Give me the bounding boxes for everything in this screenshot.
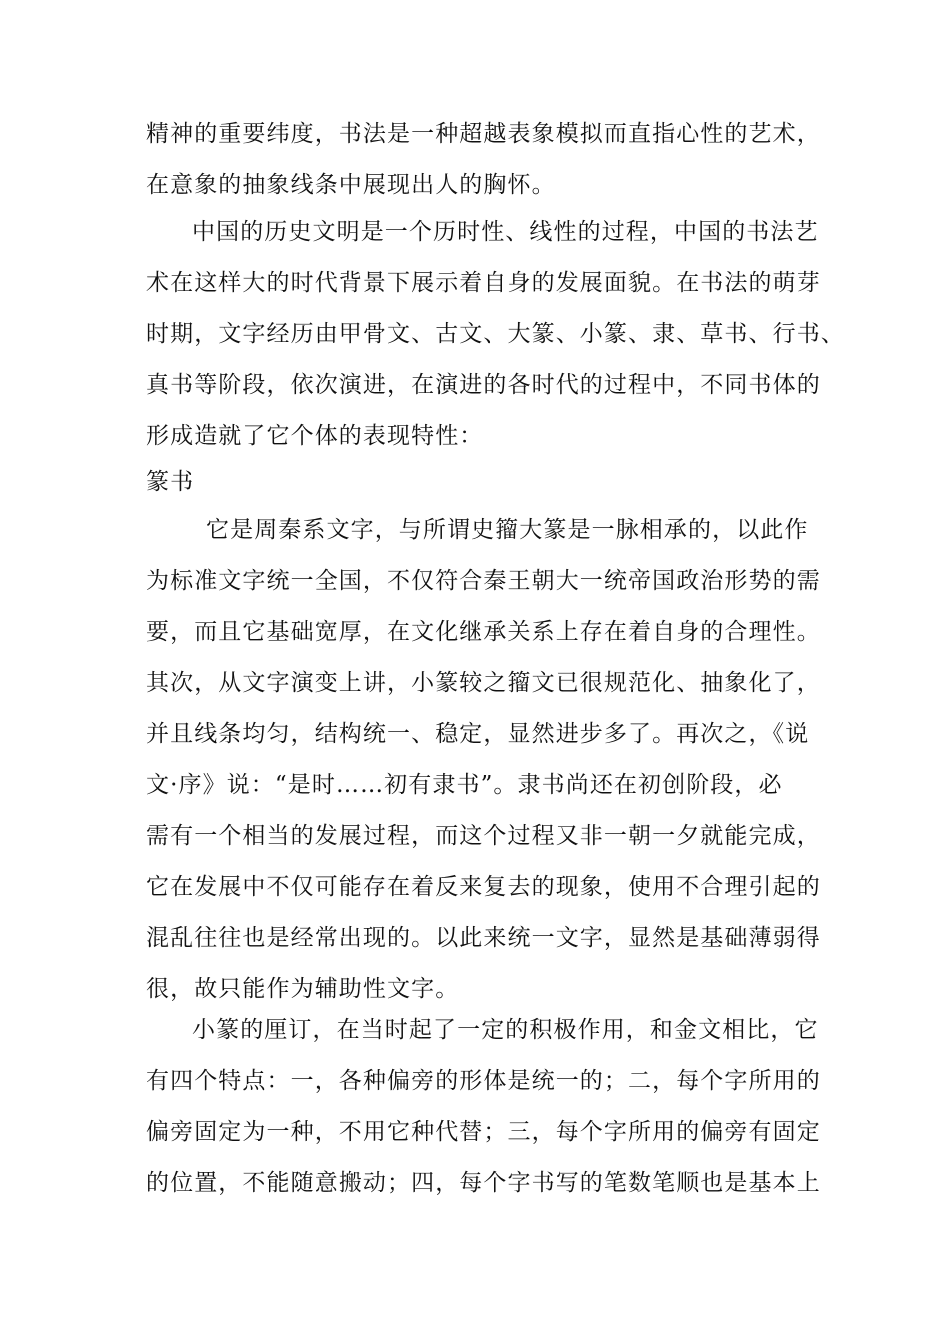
paragraph-line: 中国的历史文明是一个历时性、线性的过程，中国的书法艺 xyxy=(192,219,819,245)
paragraph-line: 需有一个相当的发展过程，而这个过程又非一朝一夕就能完成， xyxy=(146,823,821,849)
paragraph-line: 很，故只能作为辅助性文字。 xyxy=(146,976,460,1002)
paragraph-line: 有四个特点：一，各种偏旁的形体是统一的；二，每个字所用的 xyxy=(146,1068,821,1094)
paragraph-4 xyxy=(146,1005,821,1209)
paragraph-line: 精神的重要纬度，书法是一种超越表象模拟而直指心性的艺术， xyxy=(146,121,821,147)
paragraph-line: 的位置，不能随意搬动；四，每个字书写的笔数笔顺也是基本上 xyxy=(146,1170,821,1196)
paragraph-line: 为标准文字统一全国，不仅符合秦王朝大一统帝国政治形势的需 xyxy=(146,568,821,594)
paragraph-line: 其次，从文字演变上讲，小篆较之籀文已很规范化、抽象化了， xyxy=(146,670,821,696)
paragraph-3 xyxy=(146,505,821,1015)
paragraph-line: 它在发展中不仅可能存在着反来复去的现象，使用不合理引起的 xyxy=(146,874,821,900)
paragraph-line: 并且线条均匀，结构统一、稳定，显然进步多了。再次之，《说 xyxy=(146,721,810,747)
paragraph-line: 要，而且它基础宽厚，在文化继承关系上存在着自身的合理性。 xyxy=(146,619,821,645)
paragraph-line: 混乱往往也是经常出现的。以此来统一文字，显然是基础薄弱得 xyxy=(146,925,821,951)
paragraph-line: 偏旁固定为一种，不用它种代替；三，每个字所用的偏旁有固定 xyxy=(146,1119,821,1145)
paragraph-2 xyxy=(146,207,845,462)
section-heading: 篆书 xyxy=(146,469,195,495)
paragraph-line: 文·序》说：“是时……初有隶书”。隶书尚还在初创阶段，必 xyxy=(146,772,783,798)
paragraph-line: 真书等阶段，依次演进，在演进的各时代的过程中，不同书体的 xyxy=(146,372,821,398)
paragraph-line: 小篆的厘订，在当时起了一定的积极作用，和金文相比，它 xyxy=(192,1017,819,1043)
paragraph-line: 时期，文字经历由甲骨文、古文、大篆、小篆、隶、草书、行书、 xyxy=(146,321,845,347)
paragraph-line: 它是周秦系文字，与所谓史籀大篆是一脉相承的，以此作 xyxy=(206,517,809,543)
paragraph-1 xyxy=(146,109,821,211)
paragraph-line: 术在这样大的时代背景下展示着自身的发展面貌。在书法的萌芽 xyxy=(146,270,821,296)
paragraph-line: 形成造就了它个体的表现特性： xyxy=(146,423,484,449)
paragraph-line: 在意象的抽象线条中展现出人的胸怀。 xyxy=(146,172,556,198)
